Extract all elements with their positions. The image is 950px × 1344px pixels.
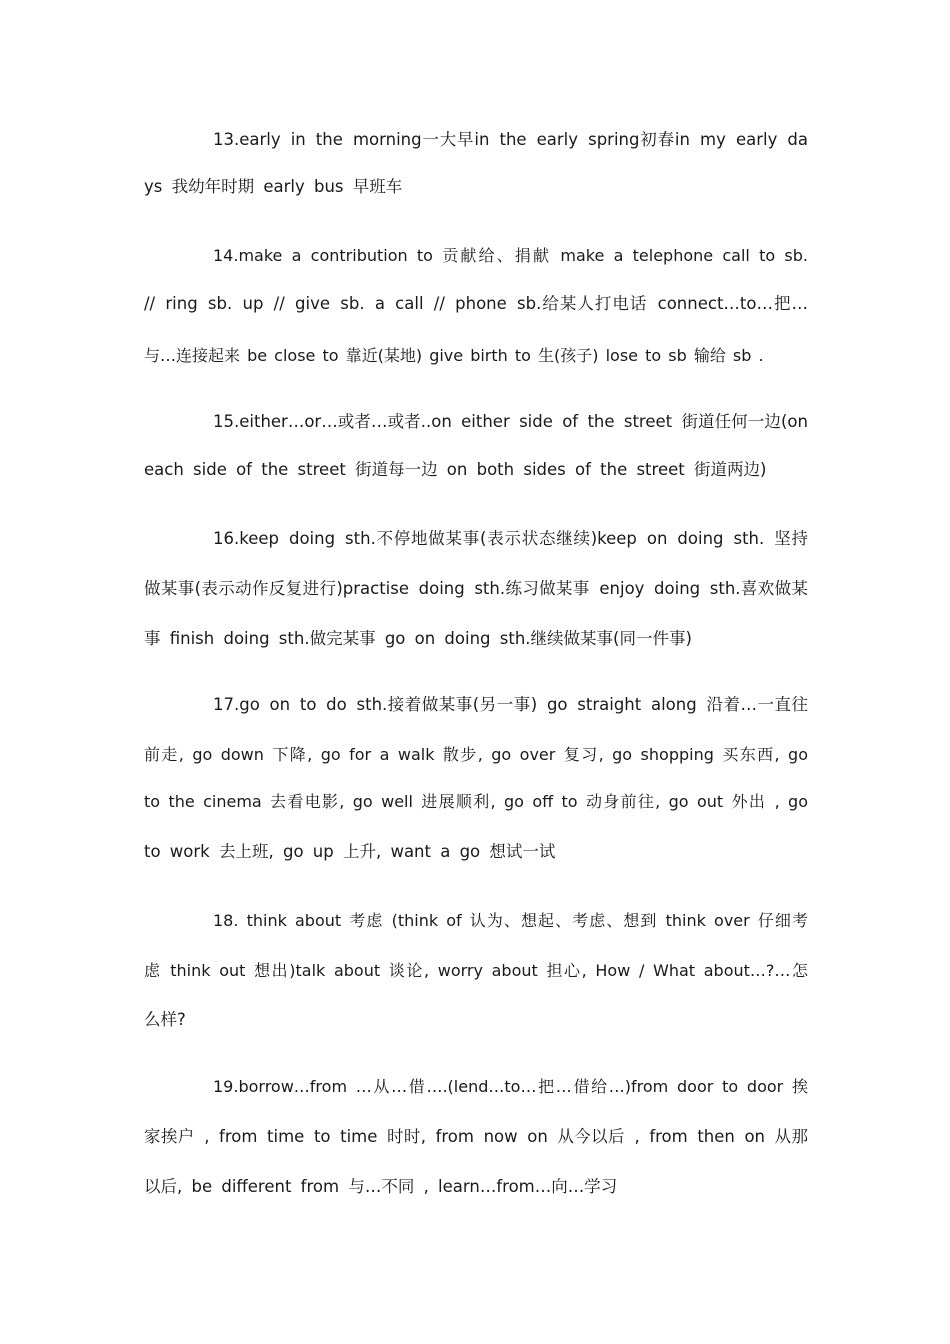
item-19-line-3: 以后, be different from 与…不同 , learn…from…向…学习 — [144, 1177, 618, 1196]
item-18-line-3: 么样? — [144, 1010, 186, 1029]
item-19-line-1: 19.borrow…from …从…借….(lend…to…把…借给…)from door to door 挨 — [213, 1077, 808, 1096]
item-14-line-3: 与…连接起来 be close to 靠近(某地) give birth to 生(孩子) lose to sb 输给 sb . — [144, 346, 764, 365]
item-16-line-1: 16.keep doing sth.不停地做某事(表示状态继续)keep on doing sth. 坚持 — [213, 529, 808, 548]
item-14-line-1: 14.make a contribution to 贡献给、捐献 make a telephone call to sb. — [213, 246, 808, 265]
item-18-line-2: 虑 think out 想出)talk about 谈论, worry about 担心, How / What about…?…怎 — [144, 961, 808, 980]
item-14-line-2: // ring sb. up // give sb. a call // phone sb.给某人打电话 connect…to…把… — [144, 294, 808, 313]
item-17-line-1: 17.go on to do sth.接着做某事(另一事) go straight along 沿着…一直往 — [213, 695, 808, 714]
item-18-line-1: 18. think about 考虑 (think of 认为、想起、考虑、想到 think over 仔细考 — [213, 911, 808, 930]
item-16-line-3: 事 finish doing sth.做完某事 go on doing sth.继续做某事(同一件事) — [144, 629, 692, 648]
item-17-line-4: to work 去上班, go up 上升, want a go 想试一试 — [144, 842, 556, 861]
item-16-line-2: 做某事(表示动作反复进行)practise doing sth.练习做某事 enjoy doing sth.喜欢做某 — [144, 579, 808, 598]
item-17-line-2: 前走, go down 下降, go for a walk 散步, go over 复习, go shopping 买东西, go — [144, 745, 808, 764]
item-17-line-3: to the cinema 去看电影, go well 进展顺利, go off to 动身前往, go out 外出 , go — [144, 792, 808, 811]
item-13-line-2: ys 我幼年时期 early bus 早班车 — [144, 177, 403, 196]
item-15-line-1: 15.either…or…或者…或者..on either side of the street 街道任何一边(on — [213, 412, 808, 431]
item-13-line-1: 13.early in the morning一大早in the early spring初春in my early da — [213, 130, 808, 149]
item-15-line-2: each side of the street 街道每一边 on both sides of the street 街道两边) — [144, 460, 767, 479]
item-19-line-2: 家挨户 , from time to time 时时, from now on 从今以后 , from then on 从那 — [144, 1127, 808, 1146]
